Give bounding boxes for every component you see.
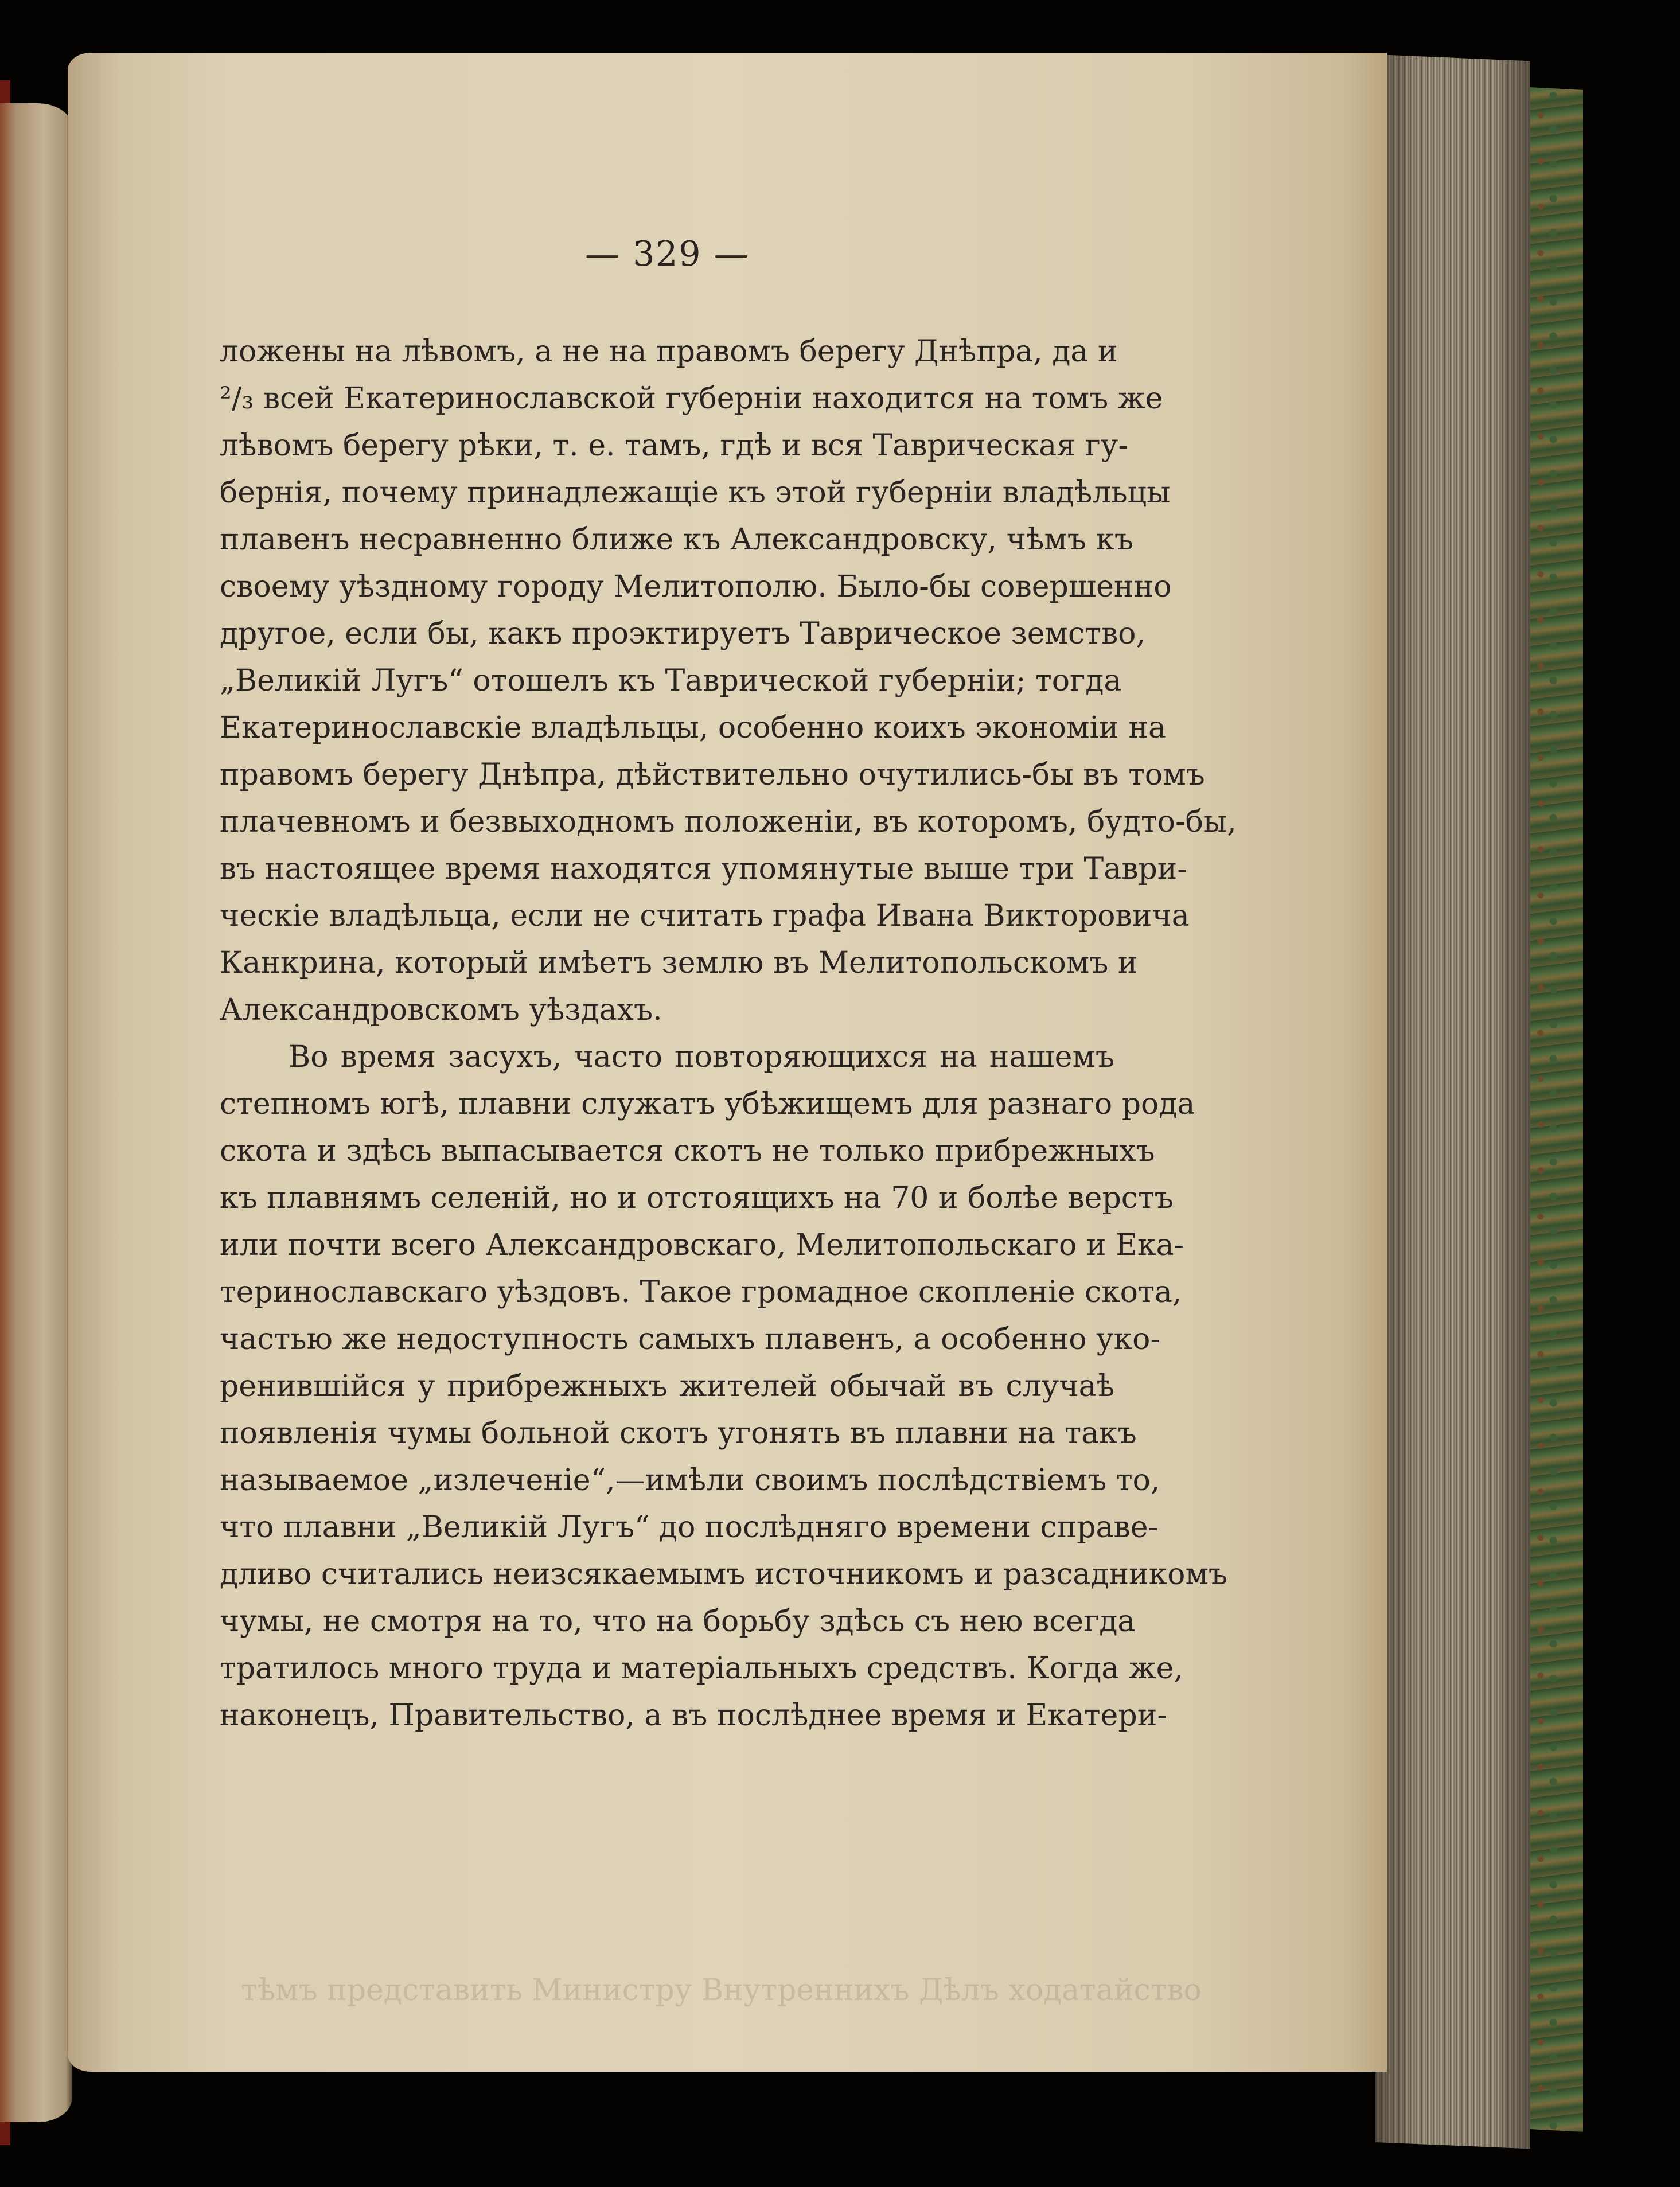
text-line: частью же недоступность самыхъ плавенъ, а особенно уко- — [220, 1322, 1161, 1356]
text-line: наконецъ, Правительство, а въ послѣднее время и Екатери- — [220, 1698, 1167, 1733]
body-text — [220, 328, 1237, 1739]
text-line: Екатеринославскіе владѣльцы, особенно коихъ экономіи на — [220, 711, 1167, 745]
text-line: бернія, почему принадлежащіе къ этой губерніи владѣльцы — [220, 475, 1171, 510]
text-line: плачевномъ и безвыходномъ положеніи, въ которомъ, будто-бы, — [220, 805, 1237, 839]
text-line: скота и здѣсь выпасывается скотъ не только прибрежныхъ — [220, 1134, 1155, 1168]
text-line: что плавни „Великій Лугъ“ до послѣдняго времени справе- — [220, 1510, 1159, 1545]
text-line: другое, если бы, какъ проэктируетъ Таврическое земство, — [220, 617, 1145, 651]
text-line: появленія чумы больной скотъ угонять въ плавни на такъ — [220, 1416, 1137, 1451]
text-line: ческіе владѣльца, если не считать графа Ивана Викторовича — [220, 899, 1190, 933]
text-line: лѣвомъ берегу рѣки, т. е. тамъ, гдѣ и вся Таврическая гу- — [220, 428, 1128, 463]
text-line: ренившійся у прибрежныхъ жителей обычай въ случаѣ — [220, 1369, 1114, 1404]
text-line: Александровскомъ уѣздахъ. — [220, 993, 662, 1027]
left-page-sliver — [0, 103, 72, 2122]
text-line: ²/₃ всей Екатеринославской губерніи находится на томъ же — [220, 381, 1163, 416]
text-line: правомъ берегу Днѣпра, дѣйствительно очутились-бы въ томъ — [220, 758, 1205, 792]
text-line: степномъ югѣ, плавни служатъ убѣжищемъ для разнаго рода — [220, 1087, 1195, 1121]
text-line: Канкрина, который имѣетъ землю въ Мелитопольскомъ и — [220, 946, 1138, 980]
text-line: своему уѣздному городу Мелитополю. Было-бы совершенно — [220, 570, 1172, 604]
text-line: „Великій Лугъ“ отошелъ къ Таврической губерніи; тогда — [220, 664, 1122, 698]
page-number: — 329 — — [585, 234, 750, 274]
show-through-text: тѣмъ представить Министру Внутреннихъ Дѣлъ ходатайство — [241, 1973, 1202, 2007]
text-line: чумы, не смотря на то, что на борьбу здѣсь съ нею всегда — [220, 1604, 1136, 1639]
text-line: Во время засухъ, часто повторяющихся на нашемъ — [289, 1040, 1114, 1074]
text-line: или почти всего Александровскаго, Мелитопольскаго и Ека- — [220, 1228, 1184, 1262]
text-line: называемое „излеченіе“,—имѣли своимъ послѣдствіемъ то, — [220, 1463, 1160, 1498]
text-line: теринославскаго уѣздовъ. Такое громадное скопленіе скота, — [220, 1275, 1182, 1309]
text-line: ложены на лѣвомъ, а не на правомъ берегу Днѣпра, да и — [220, 334, 1118, 369]
text-line: плавенъ несравненно ближе къ Александровску, чѣмъ къ — [220, 523, 1133, 557]
text-line: въ настоящее время находятся упомянутые выше три Таври- — [220, 852, 1187, 886]
page-edges-shadow — [1375, 54, 1530, 2149]
text-line: тратилось много труда и матеріальныхъ средствъ. Когда же, — [220, 1651, 1183, 1686]
text-line: дливо считались неизсякаемымъ источникомъ и разсадникомъ — [220, 1557, 1228, 1592]
text-line: къ плавнямъ селеній, но и отстоящихъ на 70 и болѣе верстъ — [220, 1181, 1174, 1215]
